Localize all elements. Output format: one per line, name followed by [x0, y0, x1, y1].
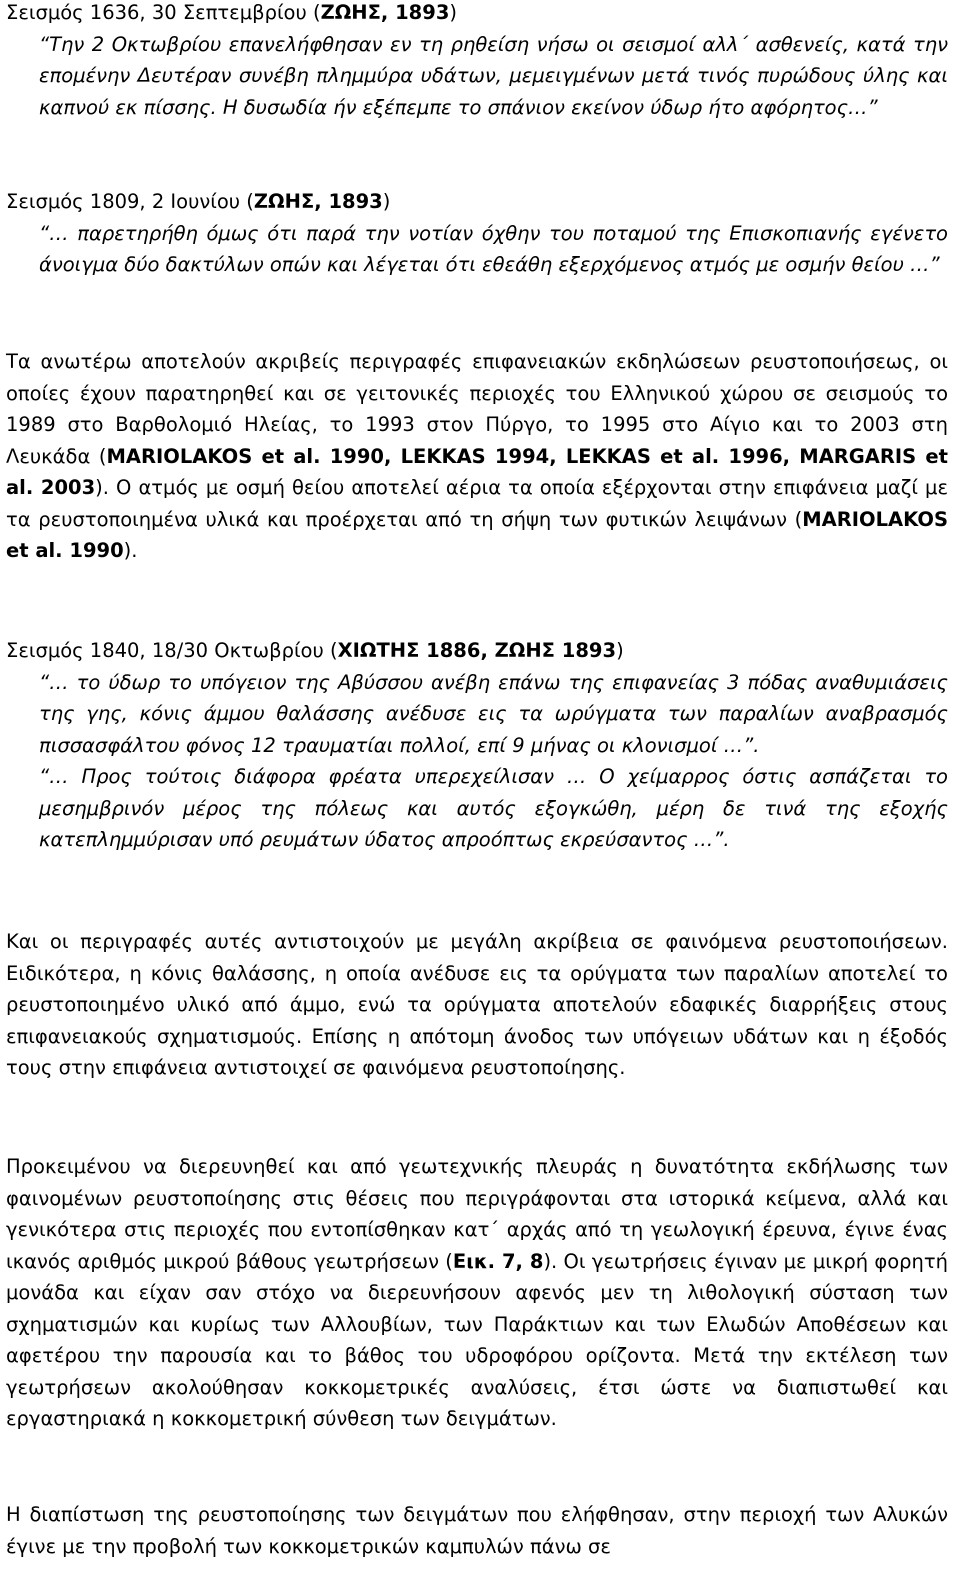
section-heading: [6, 0, 948, 29]
paragraph-text: ).: [123, 539, 138, 562]
paragraph-text: Προκειμένου να διερευνηθεί και από γεωτεχνικής πλευράς η δυνατότητα εκδήλωσης των φαινομένων ρευστοποίησης στις θέσεις που περιγράφονται στα ιστορικά κείμενα, αλλά και γενικότερα στις περιοχές που εντοπίσθηκαν κατ΄ αρχάς από τη γεωλογική έρευνα, έγινε ένας ικανός αριθμός μικρού βάθους γεωτρήσεων (: [6, 1155, 948, 1273]
heading-text: Σεισμός 1840, 18/30 Οκτωβρίου (: [6, 639, 338, 662]
earthquake-1636-section: [6, 0, 948, 123]
source-reference: ΖΩΗΣ, 1893: [320, 1, 450, 24]
source-reference: ΖΩΗΣ, 1893: [253, 190, 383, 213]
section-heading: [6, 186, 948, 218]
heading-end: ): [449, 1, 457, 24]
paragraph-text: ). Οι γεωτρήσεις έγιναν με μικρή φορητή μονάδα και είχαν σαν στόχο να διερευνήσουν αφενός μεν τη λιθολογική σύσταση των σχηματισμών και κυρίως των Αλλουβίων, των Παράκτιων και των Ελωδών Αποθέσεων και αφετέρου την παρουσία και το βάθος του υδροφόρου ορίζοντα. Μετά την εκτέλεση των γεωτρήσεων ακολούθησαν κοκκομετρικές αναλύσεις, έτσι ώστε να διαπιστωθεί και εργαστηριακά η κοκκομετρική σύνθεση των δειγμάτων.: [6, 1249, 949, 1430]
source-reference: ΧΙΩΤΗΣ 1886, ΖΩΗΣ 1893: [337, 639, 617, 662]
heading-text: Σεισμός 1809, 2 Ιουνίου (: [6, 190, 254, 213]
body-paragraph: Η διαπίστωση της ρευστοποίησης των δειγμάτων που ελήφθησαν, στην περιοχή των Αλυκών έγινε με την προβολή των κοκκομετρικών καμπυλών πάνω σε: [6, 1503, 948, 1558]
paragraph-text: Τα ανωτέρω αποτελούν ακριβείς περιγραφές επιφανειακών εκδηλώσεων ρευστοποιήσεως, οι οποίες έχουν παρατηρηθεί και σε γειτονικές περιοχές του Ελληνικού χώρου σε σεισμούς το 1989 στο Βαρθολομιό Ηλείας, το 1993 στον Πύργο, το 1995 στο Αίγιο και το 2003 στη Λευκάδα (: [6, 350, 948, 468]
earthquake-1809-section: [6, 186, 948, 281]
paragraph-text: ). Ο ατμός με οσμή θείου αποτελεί αέρια τα οποία εξέρχονται στην επιφάνεια μαζί με τα ρευστοποιημένα υλικά και προέρχεται από τη σήψη των φυτικών λειψάνων (: [6, 476, 948, 531]
citation: MARIOLAKOS et al. 1990: [6, 507, 948, 562]
heading-end: ): [616, 639, 624, 662]
body-paragraph: [6, 1151, 948, 1435]
heading-end: ): [382, 190, 391, 213]
heading-text: Σεισμός 1636, 30 Σεπτεμβρίου (: [6, 1, 321, 24]
earthquake-1840-section: [6, 635, 948, 856]
historical-quote: “… Προς τούτοις διάφορα φρέατα υπερεχείλισαν … Ο χείμαρρος όστις ασπάζεται το μεσημβρινόν μέρος της πόλεως και αυτός εξογκώθη, μέρη δε τινά της εξοχής κατεπλημμύρισαν υπό ρευμάτων ύδατος απροόπτως εκρεύσαντος …”.: [39, 765, 948, 851]
body-paragraph: [6, 346, 948, 567]
historical-quote: “Την 2 Οκτωβρίου επανελήφθησαν εν τη ρηθείση νήσω οι σεισμοί αλλ΄ ασθενείς, κατά την επομένην Δευτέραν συνέβη πλημμύρα υδάτων, μεμειγμένων μετά τινός πυρώδους ύλης και καπνού εκ πίσσης. Η δυσωδία ήν εξέπεμπε το σπάνιον εκείνον ύδωρ ήτο αφόρητος…”: [39, 32, 948, 119]
section-heading: [6, 635, 948, 667]
body-paragraph: Και οι περιγραφές αυτές αντιστοιχούν με μεγάλη ακρίβεια σε φαινόμενα ρευστοποιήσεων. Ειδικότερα, η κόνις θαλάσσης, η οποία ανέδυσε εις τα ορύγματα των παραλίων αποτελεί το ρευστοποιημένο υλικό από άμμο, ενώ τα ορύγματα αποτελούν εδαφικές διαρρήξεις στους επιφανειακούς σχηματισμούς. Επίσης η απότομη άνοδος των υπόγειων υδάτων και η έξοδός τους στην επιφάνεια αντιστοιχεί σε φαινόμενα ρευστοποίησης.: [6, 930, 948, 1079]
citation: MARIOLAKOS et al. 1990, LEKKAS 1994, LEKKAS et al. 1996, MARGARIS et al. 2003: [6, 444, 948, 499]
figure-reference: Εικ. 7, 8: [452, 1249, 544, 1273]
historical-quote: “… το ύδωρ το υπόγειον της Αβύσσου ανέβη επάνω της επιφανείας 3 πόδας αναθυμιάσεις της γης, κόνις άμμου θαλάσσης ανέδυσε εις τα ωρύγματα των παραλίων αναβρασμός πισσασφάλτου φόνος 12 τραυματίαι πολλοί, επί 9 μήνας οι κλονισμοί …”.: [39, 670, 948, 757]
historical-quote: “… παρετηρήθη όμως ότι παρά την νοτίαν όχθην του ποταμού της Επισκοπιανής εγένετο άνοιγμα δύο δακτύλων οπών και λέγεται ότι εθεάθη εξερχόμενος ατμός με οσμήν θείου …”: [39, 221, 948, 276]
